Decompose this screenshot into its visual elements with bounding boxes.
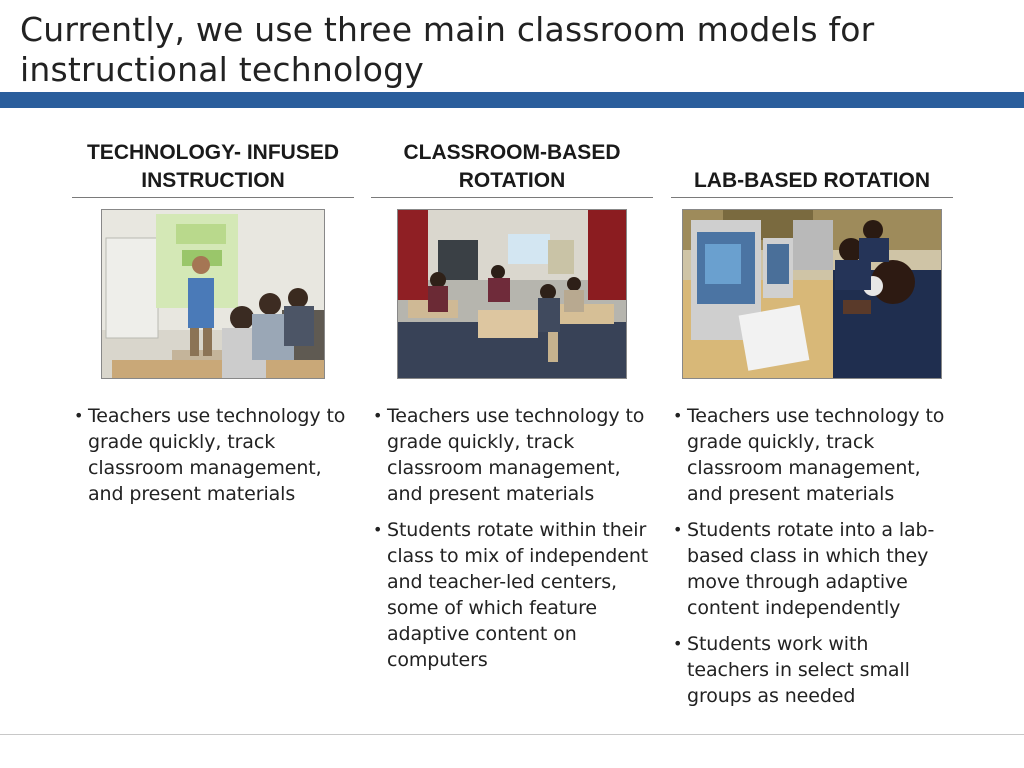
column-classroom-based-rotation xyxy=(371,138,653,683)
bullet-icon: • xyxy=(673,520,683,539)
column-heading: LAB-BASED ROTATION xyxy=(671,138,953,198)
bullet-icon: • xyxy=(373,520,383,539)
slide-title: Currently, we use three main classroom models for instructional technology xyxy=(20,10,875,89)
computer-lab-photo xyxy=(682,209,942,379)
bullet-icon: • xyxy=(673,406,683,425)
bullet-list xyxy=(371,403,653,673)
bullet-icon: • xyxy=(373,406,383,425)
bullet-item: • Students rotate within their class to mix of independent and teacher-led centers, some of which feature adaptive content on computers xyxy=(373,519,649,671)
column-heading: CLASSROOM-BASED ROTATION xyxy=(371,138,653,198)
column-technology-infused xyxy=(72,138,354,517)
bullet-item: • Students rotate into a lab-based class in which they move through adaptive content independently xyxy=(673,519,935,619)
column-lab-based-rotation xyxy=(671,138,953,719)
bullet-item: • Teachers use technology to grade quickly, track classroom management, and present materials xyxy=(673,405,945,505)
classroom-rotation-photo xyxy=(397,209,627,379)
bullet-item: • Students work with teachers in select small groups as needed xyxy=(673,633,910,707)
teacher-presenting-photo xyxy=(101,209,325,379)
footer-divider xyxy=(0,734,1024,735)
bullet-item: • Teachers use technology to grade quickly, track classroom management, and present materials xyxy=(373,405,645,505)
title-accent-bar xyxy=(0,92,1024,108)
column-heading: TECHNOLOGY- INFUSED INSTRUCTION xyxy=(72,138,354,198)
bullet-icon: • xyxy=(74,406,84,425)
bullet-list xyxy=(671,403,953,709)
bullet-icon: • xyxy=(673,634,683,653)
bullet-item: • Teachers use technology to grade quickly, track classroom management, and present materials xyxy=(74,405,346,505)
bullet-list xyxy=(72,403,354,507)
